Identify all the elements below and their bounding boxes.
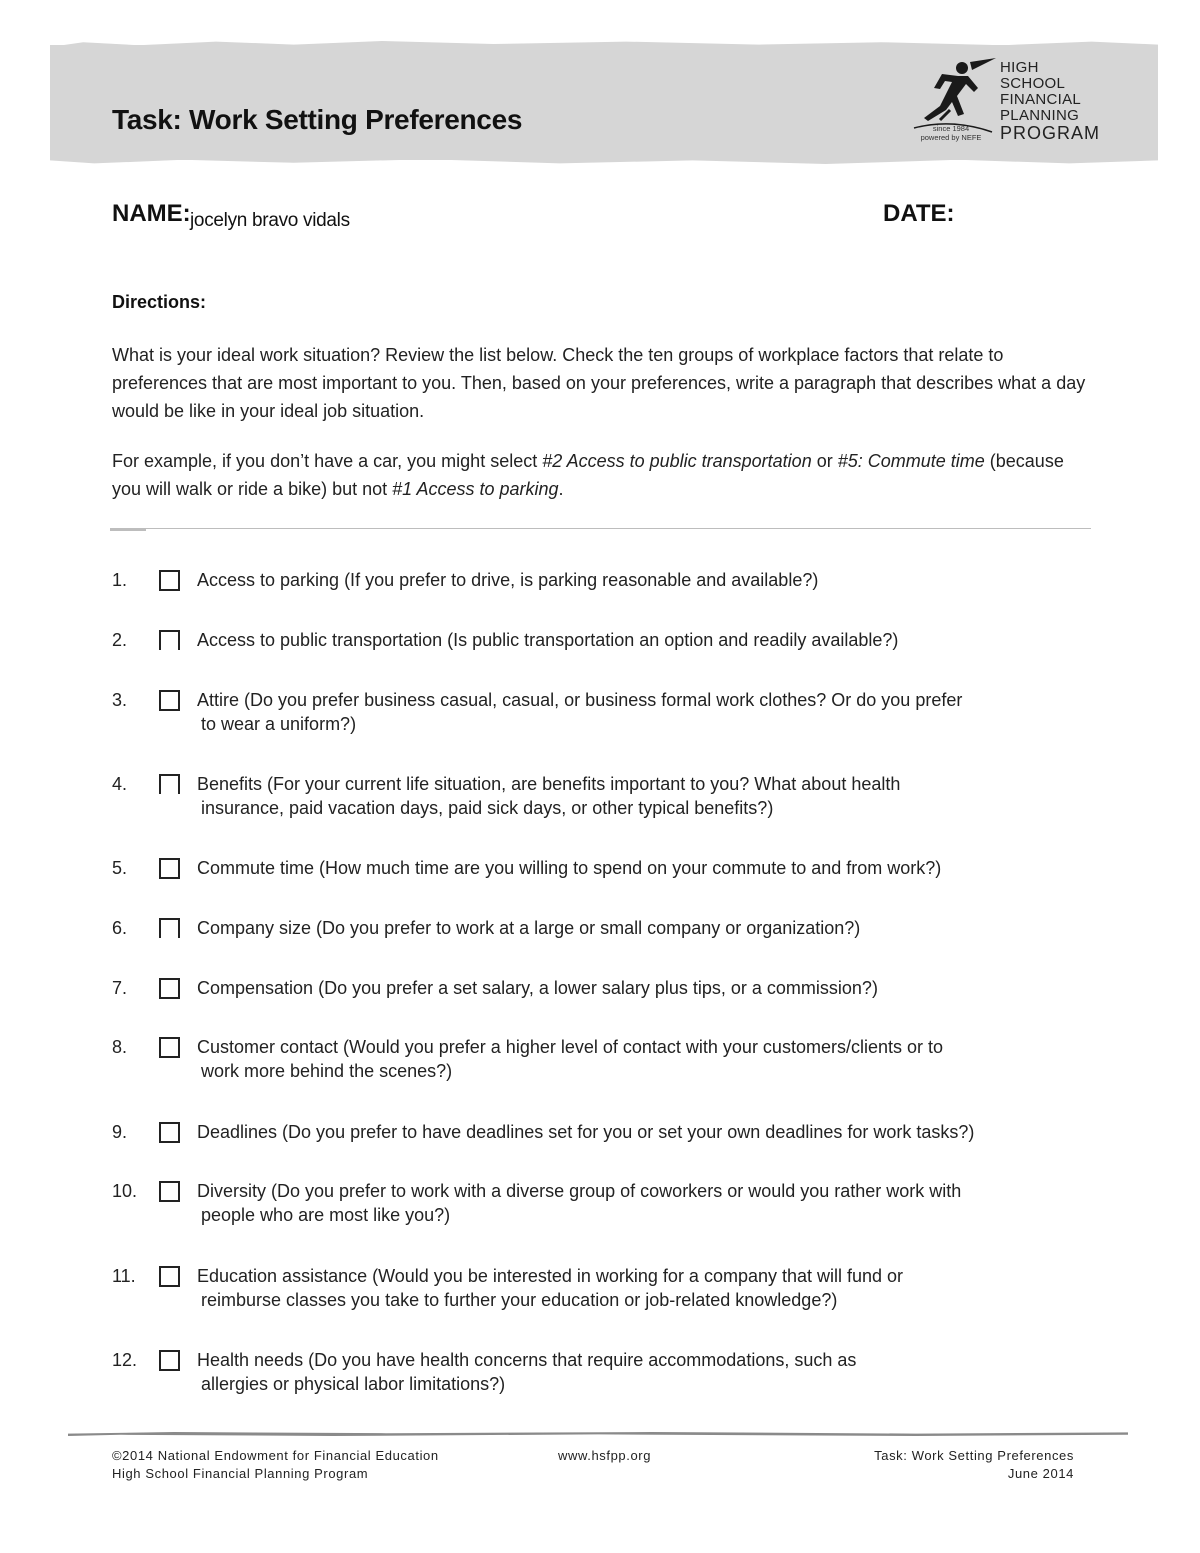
item-text: Health needs (Do you have health concerns that require accommodations, such as allergies or physical labor limitations?) [197,1350,857,1394]
hsfpp-logo [912,58,1112,150]
item-number: 4. [112,774,128,794]
item-text: Compensation (Do you prefer a set salary, a lower salary plus tips, or a commission?) [197,978,878,998]
checkbox[interactable] [159,690,180,711]
footer-doc-info: Task: Work Setting Preferences June 2014 [874,1448,1074,1481]
section-divider [110,528,1091,529]
checkbox[interactable] [159,858,180,879]
checkbox[interactable] [159,1181,180,1202]
item-number: 5. [112,858,128,878]
item-text: Benefits (For your current life situation, are benefits important to you? What about health insurance, paid vacation days, paid sick days, or other typical benefits?) [197,774,901,818]
checkbox[interactable] [159,1266,180,1287]
item-number: 3. [112,690,128,710]
item-text: Company size (Do you prefer to work at a large or small company or organization?) [197,918,861,938]
checkbox[interactable] [159,570,180,591]
item-number: 1. [112,570,128,590]
logo-wordmark: HIGH SCHOOL FINANCIAL PLANNING PROGRAM [1000,59,1101,143]
date-label: DATE: [883,200,955,227]
directions-paragraph: What is your ideal work situation? Review the list below. Check the ten groups of workplace factors that relate to preferences that are most important to you. Then, based on your preferences, write a paragraph that describes what a day would be like in your ideal job situation. [112,345,1086,421]
checkbox[interactable] [159,774,180,794]
item-text: Attire (Do you prefer business casual, casual, or business formal work clothes? Or do you prefer to wear a uniform?) [197,690,963,734]
checkbox[interactable] [159,630,180,650]
example-paragraph: For example, if you don’t have a car, you might select #2 Access to public transportation or #5: Commute time (because you will walk or ride a bike) but not #1 Access to parking. [112,451,1064,499]
item-number: 9. [112,1122,128,1142]
item-number: 6. [112,918,128,938]
item-text: Deadlines (Do you prefer to have deadlines set for you or set your own deadlines for work tasks?) [197,1122,975,1142]
logo-tagline: since 1984 powered by NEFE [920,124,982,142]
checkbox[interactable] [159,918,180,938]
item-number: 12. [112,1350,138,1370]
checkbox[interactable] [159,1037,180,1058]
directions-heading: Directions: [112,292,207,312]
checkbox[interactable] [159,978,180,999]
item-number: 10. [112,1181,138,1201]
item-text: Education assistance (Would you be interested in working for a company that will fund or reimburse classes you take to further your education or job-related knowledge?) [197,1266,904,1310]
item-number: 11. [112,1266,136,1286]
item-number: 8. [112,1037,128,1057]
item-number: 2. [112,630,128,650]
item-number: 7. [112,978,128,998]
name-field[interactable]: jocelyn bravo vidals [190,210,350,231]
item-text: Commute time (How much time are you willing to spend on your commute to and from work?) [197,858,942,878]
footer-copyright: ©2014 National Endowment for Financial Education High School Financial Planning Program [112,1448,439,1481]
checkbox[interactable] [159,1122,180,1143]
item-text: Customer contact (Would you prefer a higher level of contact with your customers/clients or to work more behind the scenes?) [197,1037,943,1081]
item-text: Diversity (Do you prefer to work with a diverse group of coworkers or would you rather work with people who are most like you?) [197,1181,962,1225]
name-label: NAME: [112,200,191,227]
footer-url[interactable]: www.hsfpp.org [558,1448,652,1463]
page-title: Task: Work Setting Preferences [112,104,523,135]
footer-divider [68,1432,1128,1436]
checkbox[interactable] [159,1350,180,1371]
divider-accent [110,529,146,531]
item-text: Access to public transportation (Is public transportation an option and readily available?) [197,630,899,650]
item-text: Access to parking (If you prefer to drive, is parking reasonable and available?) [197,570,819,590]
